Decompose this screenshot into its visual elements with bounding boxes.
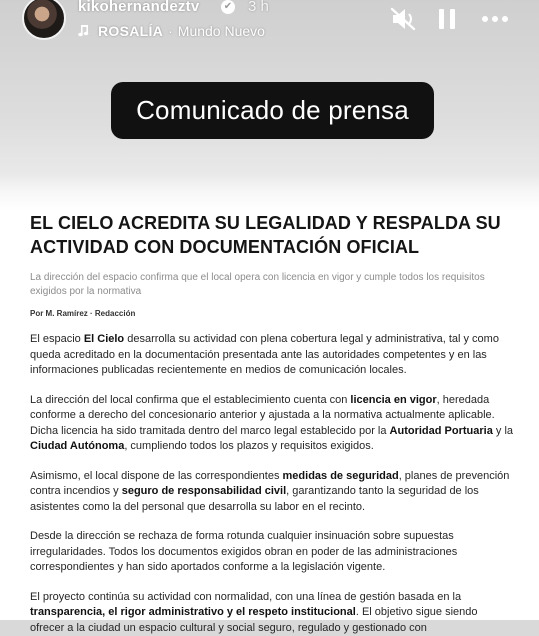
bold-text: Ciudad Autónoma [30, 440, 124, 452]
story-header [0, 0, 539, 50]
paragraph-text: El espacio [30, 333, 84, 345]
bold-text: transparencia, el rigor administrativo y el respeto institucional [30, 606, 356, 618]
music-artist: ROSALÍA [98, 23, 163, 39]
paragraph-text: , garantizando tanto la seguridad de los asistentes como la del personal que desarrolla su labor en el recinto. [30, 485, 479, 513]
pause-icon[interactable] [432, 6, 462, 32]
body-paragraph [30, 393, 514, 455]
paragraph-text: , heredada conforme a derecho del concesionario anterior y ajustada a la normativa actualmente aplicable. Dicha licencia ha sido tramitada dentro del marco legal establecido por la [30, 394, 495, 437]
bold-text: licencia en vigor [350, 394, 436, 406]
bold-text: medidas de seguridad [283, 470, 399, 482]
document-body [30, 332, 514, 636]
more-icon[interactable] [480, 6, 510, 32]
document-title: EL CIELO ACREDITA SU LEGALIDAD Y RESPALDA SU ACTIVIDAD CON DOCUMENTACIÓN OFICIAL [30, 211, 514, 259]
press-release-document [30, 211, 514, 636]
bold-text: Autoridad Portuaria [390, 425, 493, 437]
paragraph-text: Desde la dirección se rechaza de forma rotunda cualquier insinuación sobre supuestas irregularidades. Todos los documentos exigidos obran en poder de las administraciones correspondientes y han sido aportados conforme a la legislación vigente. [30, 530, 457, 573]
paragraph-text: Asimismo, el local dispone de las correspondientes [30, 470, 283, 482]
body-paragraph [30, 469, 514, 516]
music-attribution[interactable] [78, 22, 265, 40]
paragraph-text: desarrolla su actividad con plena cobertura legal y administrativa, tal y como queda acreditado en la documentación presentada ante las autoridades competentes y en las informaciones publicadas recientemente en medios de comunicación locales. [30, 333, 499, 376]
mute-icon[interactable] [388, 6, 418, 32]
music-separator: · [168, 23, 173, 39]
music-song: Mundo Nuevo [178, 23, 265, 39]
paragraph-text: . El objetivo sigue siendo ofrecer a la ciudad un espacio cultural y social seguro, regulado y gestionado con [30, 606, 478, 634]
avatar[interactable] [22, 0, 66, 40]
paragraph-text: El proyecto continúa su actividad con normalidad, con una línea de gestión basada en la [30, 591, 461, 603]
document-subtitle: La dirección del espacio confirma que el local opera con licencia en vigor y cumple todos los requisitos exigidos por la normativa [30, 271, 514, 299]
paragraph-text: , planes de prevención contra incendios y [30, 470, 509, 498]
paragraph-text: , cumpliendo todos los plazos y requisitos exigidos. [124, 440, 373, 452]
story-timestamp: 3 h [248, 0, 269, 15]
username[interactable]: kikohernandeztv [78, 0, 199, 15]
body-paragraph [30, 529, 514, 576]
document-byline: Por M. Ramírez · Redacción [30, 309, 514, 318]
music-note-icon [78, 24, 90, 38]
body-paragraph [30, 332, 514, 379]
body-paragraph [30, 590, 514, 636]
bold-text: El Cielo [84, 333, 124, 345]
paragraph-text: La dirección del local confirma que el establecimiento cuenta con [30, 394, 350, 406]
bold-text: seguro de responsabilidad civil [122, 485, 286, 497]
paragraph-text: y la [493, 425, 513, 437]
verified-badge-icon: ✔ [221, 0, 235, 14]
press-release-banner: Comunicado de prensa [111, 82, 434, 139]
